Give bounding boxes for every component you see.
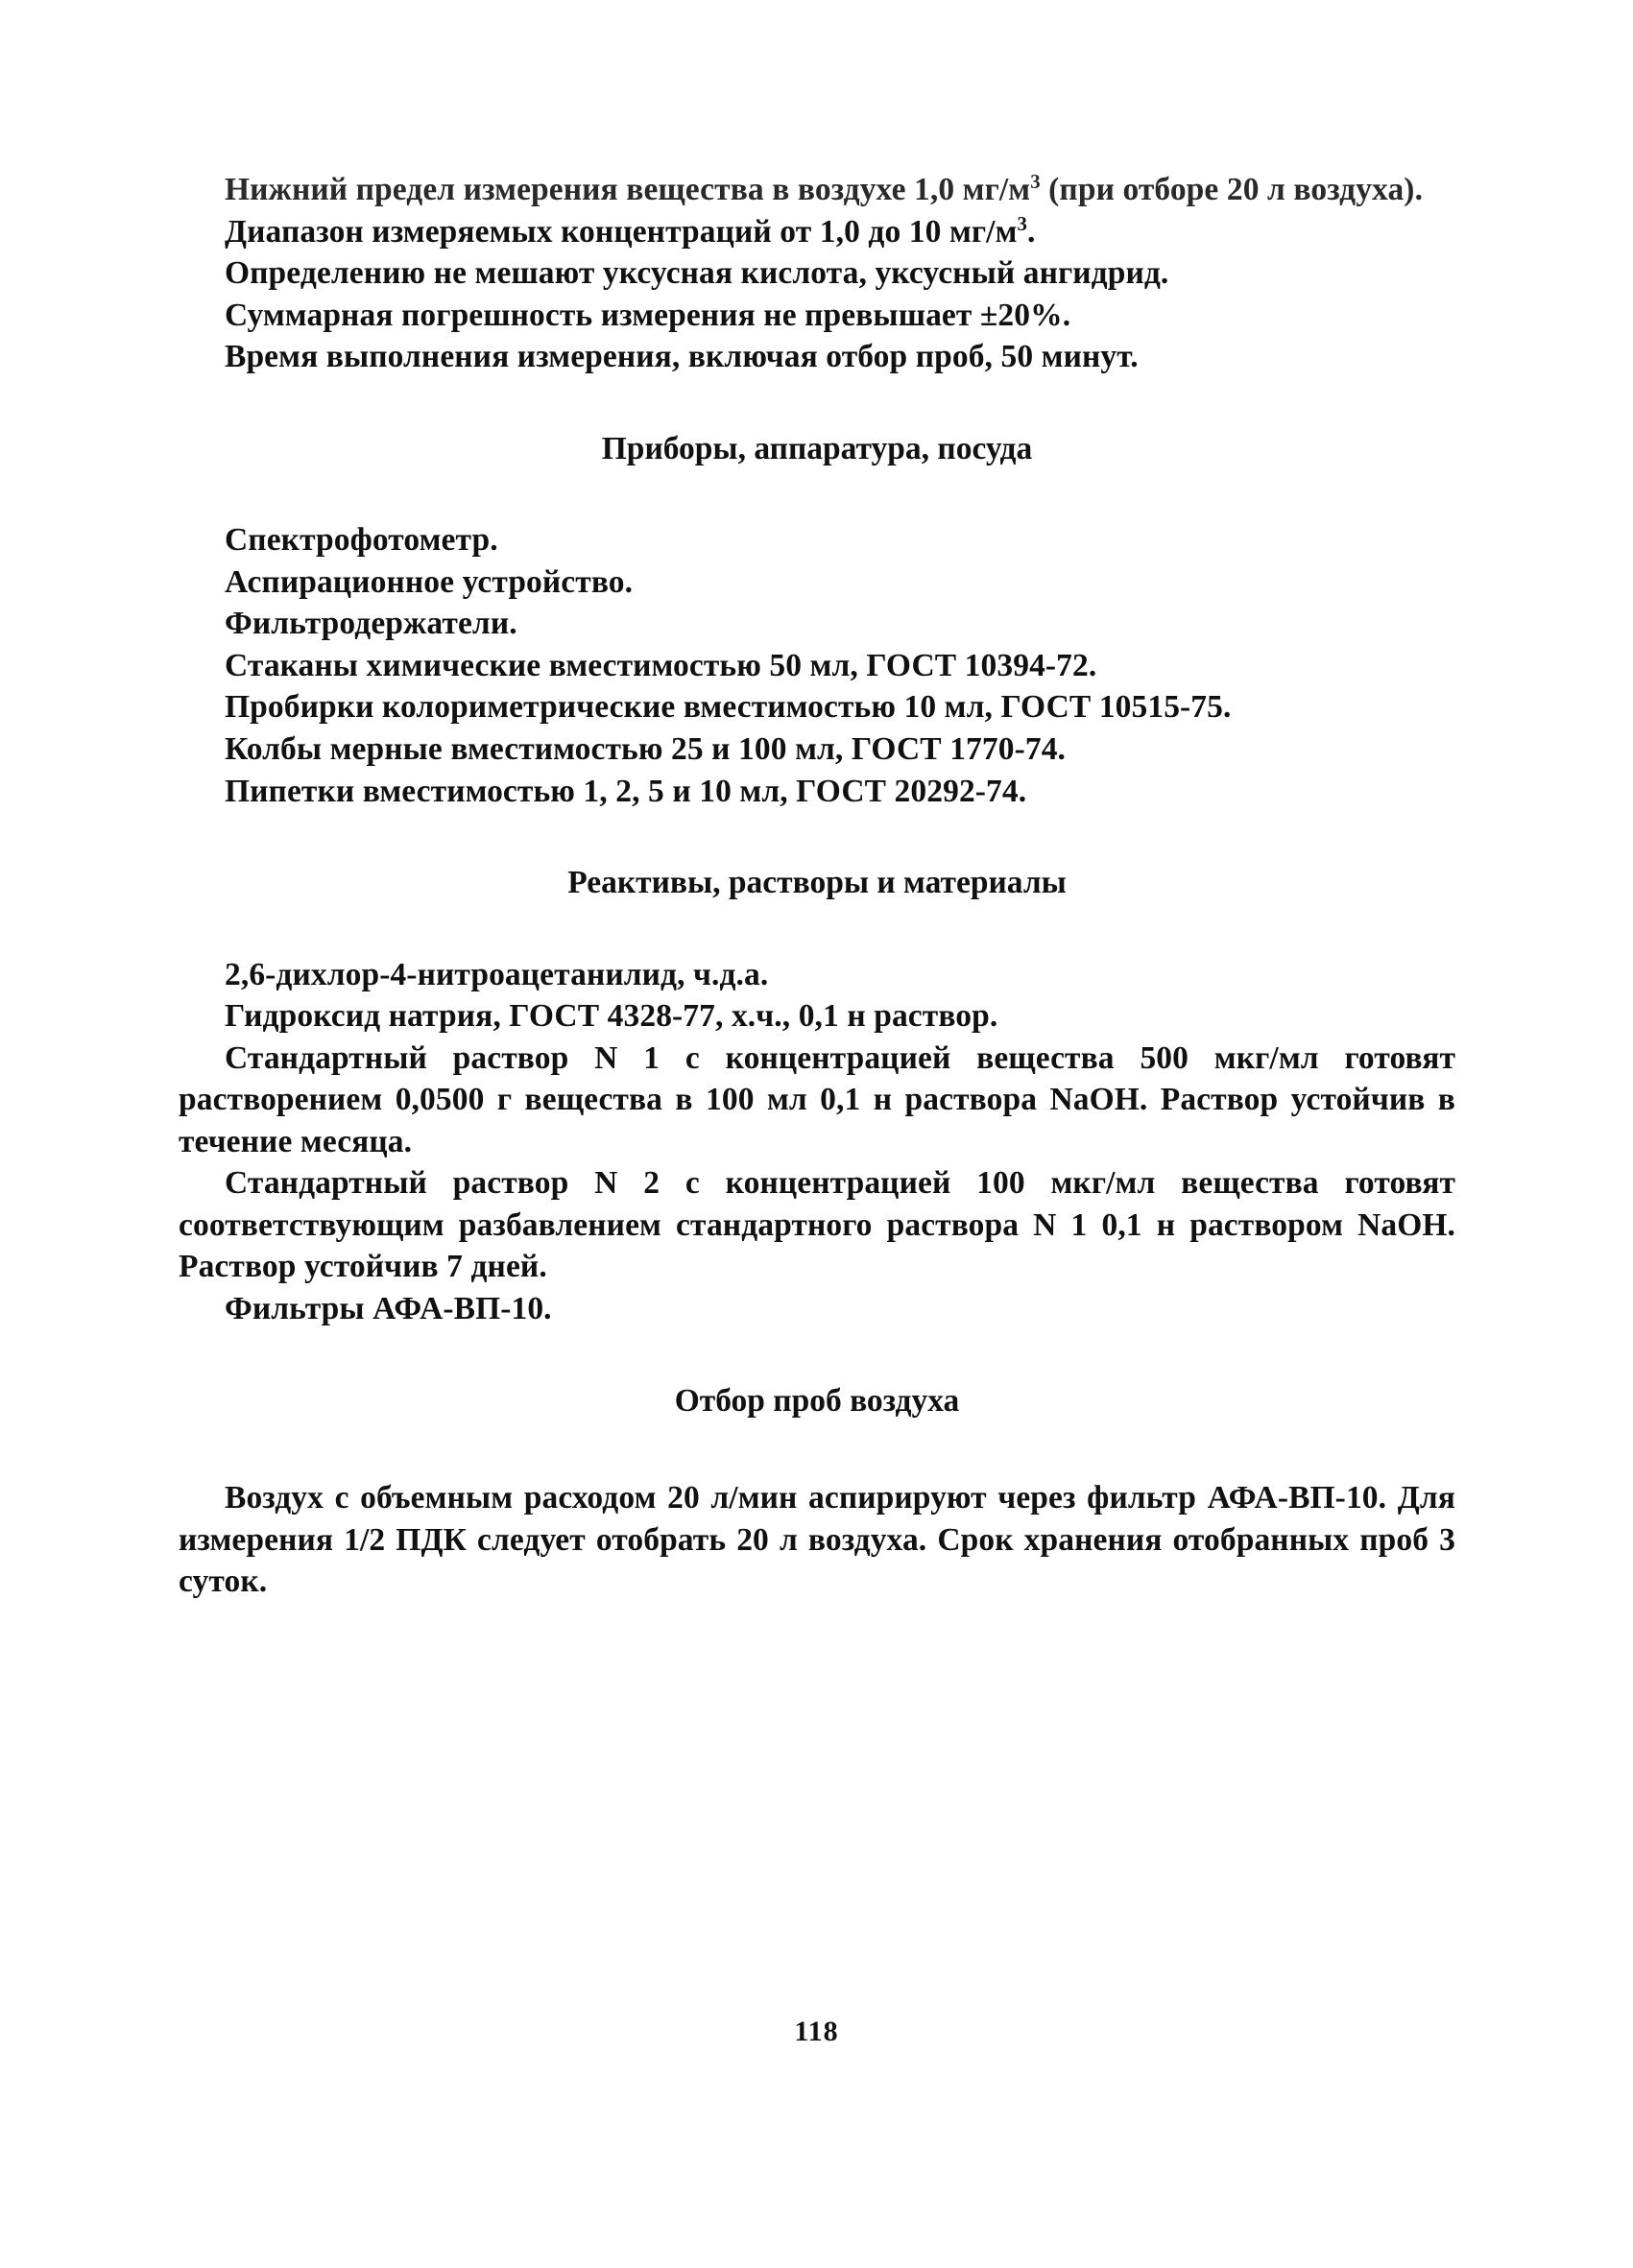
heading-sampling: Отбор проб воздуха — [674, 1382, 960, 1419]
reagent-item: Фильтры АФА-ВП-10. — [225, 1291, 552, 1327]
reagent-item: Стандартный раствор N 2 с концентрацией 100 мкг/мл вещества готовят соответствующим разбавлением стандартного раствора N 1 0,1 н раствором NaOH. Раствор устойчив 7 дней. — [179, 1165, 1455, 1285]
paragraph-error: Суммарная погрешность измерения не превышает ±20%. — [225, 297, 1071, 333]
equipment-item: Пробирки колориметрические вместимостью 10 мл, ГОСТ 10515-75. — [225, 689, 1232, 726]
lower-limit-text-a: Нижний предел измерения вещества в воздухе 1,0 мг/м — [225, 172, 1031, 207]
lower-limit-text-b: (при отборе 20 л воздуха). — [1040, 172, 1424, 207]
paragraph-sampling: Воздух с объемным расходом 20 л/мин аспирируют через фильтр АФА-ВП-10. Для измерения 1/2 ПДК следует отобрать 20 л воздуха. Срок хранения отобранных проб 3 суток. — [179, 1480, 1455, 1600]
range-superscript: 3 — [1017, 212, 1027, 235]
spacer — [179, 904, 1455, 954]
equipment-item: Стаканы химические вместимостью 50 мл, ГОСТ 10394-72. — [225, 647, 1097, 683]
reagent-item: 2,6-дихлор-4-нитроацетанилид, ч.д.а. — [225, 956, 769, 992]
spacer — [179, 812, 1455, 862]
paragraph-duration: Время выполнения измерения, включая отбор проб, 50 минут. — [225, 339, 1139, 375]
equipment-item: Пипетки вместимостью 1, 2, 5 и 10 мл, ГОСТ 20292-74. — [225, 773, 1027, 809]
paragraph-lower-limit — [179, 169, 1455, 211]
equipment-item: Аспирационное устройство. — [225, 563, 634, 600]
equipment-item: Фильтродержатели. — [225, 606, 517, 642]
spacer — [179, 1421, 1455, 1477]
range-text-b: . — [1027, 213, 1036, 250]
equipment-item: Спектрофотометр. — [225, 522, 498, 559]
reagent-item: Гидроксид натрия, ГОСТ 4328-77, х.ч., 0,1 н раствор. — [225, 998, 998, 1035]
document-body — [179, 169, 1455, 1603]
paragraph-interference: Определению не мешают уксусная кислота, уксусный ангидрид. — [225, 255, 1169, 292]
page-number: 118 — [794, 2016, 839, 2047]
equipment-item: Колбы мерные вместимостью 25 и 100 мл, ГОСТ 1770-74. — [225, 731, 1067, 768]
spacer — [179, 469, 1455, 519]
reagent-item: Стандартный раствор N 1 с концентрацией вещества 500 мкг/мл готовят растворением 0,0500 г вещества в 100 мл 0,1 н раствора NaOH. Раствор устойчив в течение месяца. — [179, 1039, 1455, 1159]
spacer — [179, 1330, 1455, 1380]
heading-reagents: Реактивы, растворы и материалы — [567, 865, 1067, 901]
spacer — [179, 378, 1455, 428]
heading-equipment: Приборы, аппаратура, посуда — [601, 430, 1033, 466]
lower-limit-superscript: 3 — [1030, 170, 1041, 193]
paragraph-range — [179, 211, 1455, 253]
range-text-a: Диапазон измеряемых концентраций от 1,0 до 10 мг/м — [225, 213, 1018, 250]
